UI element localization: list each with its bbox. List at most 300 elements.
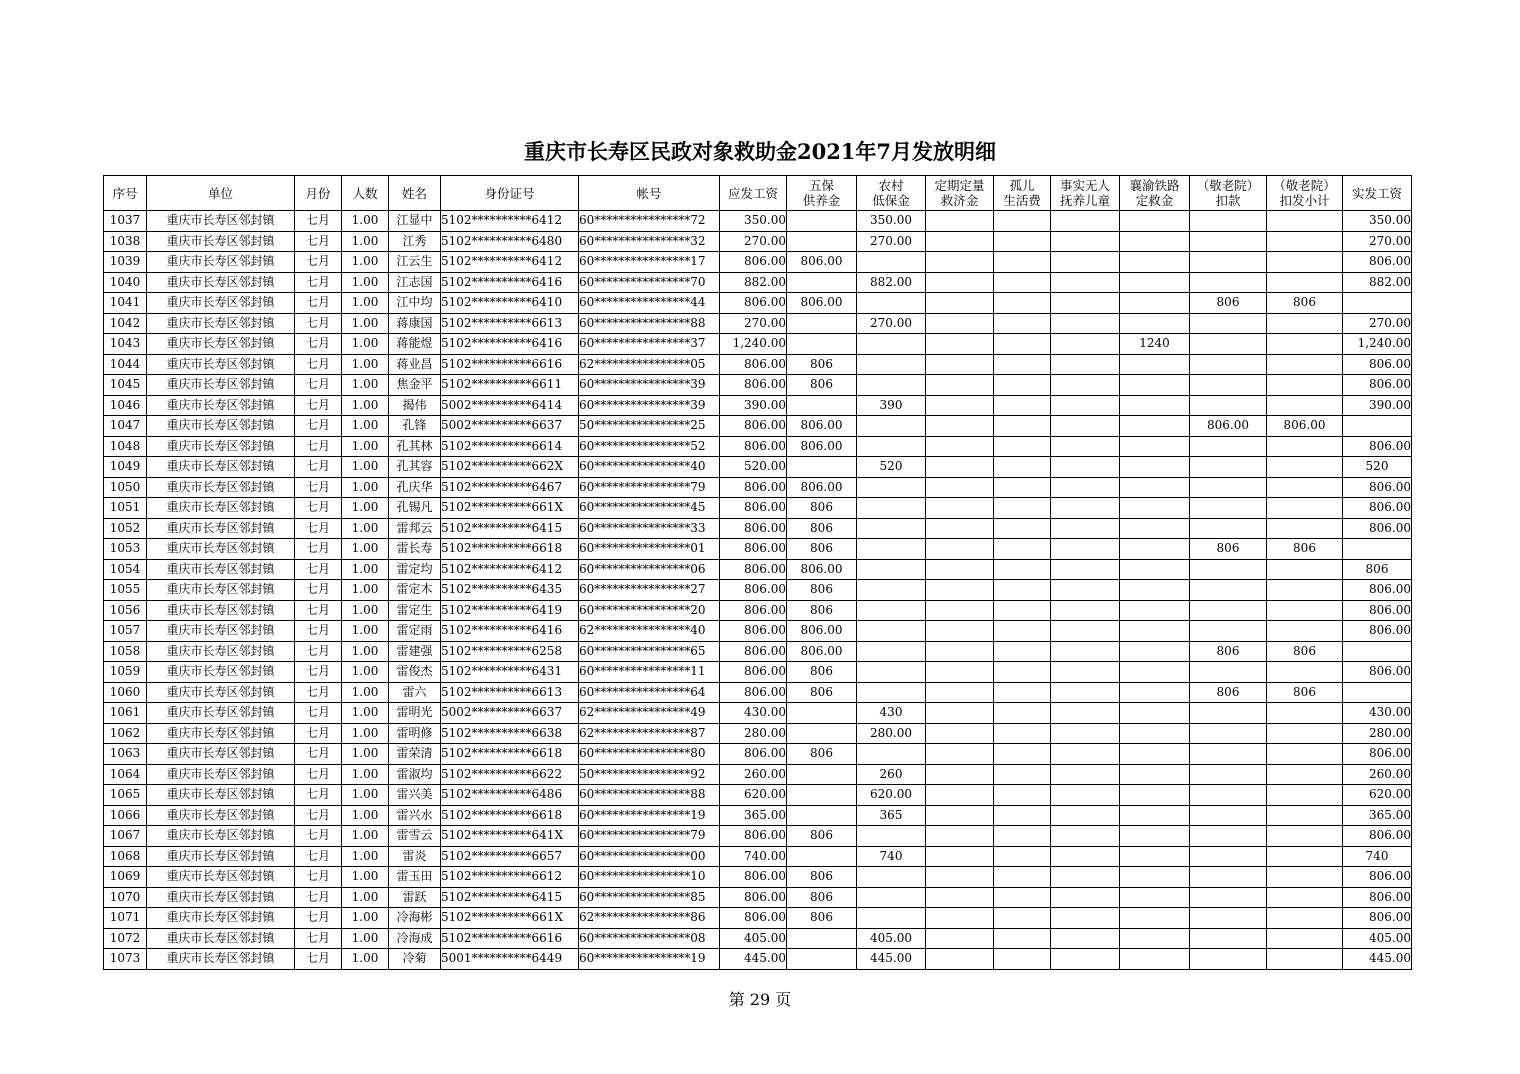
relief-payment-table <box>103 175 1412 970</box>
cell-due: 430.00 <box>720 703 787 724</box>
cell-jlykk <box>1190 498 1267 519</box>
table-row <box>104 272 1412 293</box>
cell-id: 5102**********6410 <box>441 293 579 314</box>
cell-paid: 740 <box>1343 846 1412 867</box>
cell-guer <box>994 826 1051 847</box>
cell-guer <box>994 785 1051 806</box>
cell-dibao: 882.00 <box>857 272 926 293</box>
table-row <box>104 805 1412 826</box>
cell-dibao: 445.00 <box>857 949 926 970</box>
cell-shishi <box>1051 887 1120 908</box>
cell-xiangyu <box>1120 785 1190 806</box>
cell-due: 806.00 <box>720 908 787 929</box>
cell-xiangyu <box>1120 744 1190 765</box>
cell-name: 蒋能煜 <box>389 334 441 355</box>
cell-id: 5102**********6416 <box>441 334 579 355</box>
cell-paid <box>1343 641 1412 662</box>
cell-month: 七月 <box>295 395 342 416</box>
cell-due: 806.00 <box>720 641 787 662</box>
cell-shishi <box>1051 477 1120 498</box>
cell-name: 蒋业昌 <box>389 354 441 375</box>
cell-month: 七月 <box>295 272 342 293</box>
cell-seq: 1043 <box>104 334 147 355</box>
cell-shishi <box>1051 662 1120 683</box>
cell-count: 1.00 <box>342 375 389 396</box>
cell-id: 5102**********6467 <box>441 477 579 498</box>
cell-month: 七月 <box>295 785 342 806</box>
cell-month: 七月 <box>295 826 342 847</box>
cell-unit: 重庆市长寿区邻封镇 <box>147 662 295 683</box>
cell-count: 1.00 <box>342 846 389 867</box>
cell-dibao <box>857 580 926 601</box>
column-header-wubao: 五保 供养金 <box>787 176 857 211</box>
cell-paid: 806.00 <box>1343 498 1412 519</box>
cell-jlykk: 806 <box>1190 682 1267 703</box>
cell-id: 5102**********6613 <box>441 313 579 334</box>
cell-unit: 重庆市长寿区邻封镇 <box>147 580 295 601</box>
cell-id: 5102**********6612 <box>441 867 579 888</box>
cell-wubao: 806 <box>787 580 857 601</box>
cell-wubao <box>787 457 857 478</box>
cell-jlyxj <box>1267 785 1343 806</box>
cell-dibao: 350.00 <box>857 211 926 232</box>
cell-dibao <box>857 600 926 621</box>
cell-name: 江中均 <box>389 293 441 314</box>
cell-wubao <box>787 334 857 355</box>
cell-paid <box>1343 416 1412 437</box>
cell-jlykk <box>1190 252 1267 273</box>
cell-wubao <box>787 231 857 252</box>
cell-shishi <box>1051 375 1120 396</box>
cell-month: 七月 <box>295 539 342 560</box>
cell-guer <box>994 539 1051 560</box>
cell-month: 七月 <box>295 723 342 744</box>
cell-dibao <box>857 621 926 642</box>
cell-unit: 重庆市长寿区邻封镇 <box>147 354 295 375</box>
cell-jlyxj: 806 <box>1267 539 1343 560</box>
cell-jlyxj <box>1267 764 1343 785</box>
cell-shishi <box>1051 949 1120 970</box>
cell-due: 520.00 <box>720 457 787 478</box>
cell-seq: 1063 <box>104 744 147 765</box>
cell-unit: 重庆市长寿区邻封镇 <box>147 498 295 519</box>
cell-acct: 60****************88 <box>579 785 720 806</box>
cell-count: 1.00 <box>342 457 389 478</box>
cell-name: 冷菊 <box>389 949 441 970</box>
cell-wubao: 806 <box>787 600 857 621</box>
cell-month: 七月 <box>295 457 342 478</box>
cell-wubao: 806.00 <box>787 477 857 498</box>
cell-count: 1.00 <box>342 682 389 703</box>
cell-shishi <box>1051 723 1120 744</box>
cell-name: 雷兴水 <box>389 805 441 826</box>
cell-dibao: 260 <box>857 764 926 785</box>
cell-jlyxj <box>1267 662 1343 683</box>
cell-count: 1.00 <box>342 211 389 232</box>
cell-acct: 50****************25 <box>579 416 720 437</box>
cell-count: 1.00 <box>342 334 389 355</box>
cell-month: 七月 <box>295 662 342 683</box>
cell-shishi <box>1051 908 1120 929</box>
cell-jlykk <box>1190 928 1267 949</box>
cell-paid: 806 <box>1343 559 1412 580</box>
cell-dingqi <box>926 252 994 273</box>
table-row <box>104 600 1412 621</box>
cell-seq: 1070 <box>104 887 147 908</box>
cell-guer <box>994 272 1051 293</box>
cell-xiangyu <box>1120 231 1190 252</box>
cell-shishi <box>1051 867 1120 888</box>
cell-jlyxj <box>1267 354 1343 375</box>
table-row <box>104 436 1412 457</box>
cell-name: 雷定均 <box>389 559 441 580</box>
cell-dingqi <box>926 785 994 806</box>
column-header-unit: 单位 <box>147 176 295 211</box>
cell-jlyxj <box>1267 703 1343 724</box>
cell-guer <box>994 375 1051 396</box>
cell-jlykk <box>1190 662 1267 683</box>
cell-month: 七月 <box>295 477 342 498</box>
cell-shishi <box>1051 313 1120 334</box>
cell-count: 1.00 <box>342 928 389 949</box>
cell-due: 806.00 <box>720 887 787 908</box>
cell-dibao <box>857 539 926 560</box>
cell-dibao <box>857 908 926 929</box>
cell-jlyxj <box>1267 211 1343 232</box>
cell-name: 江云生 <box>389 252 441 273</box>
cell-due: 806.00 <box>720 744 787 765</box>
cell-unit: 重庆市长寿区邻封镇 <box>147 477 295 498</box>
cell-jlykk <box>1190 457 1267 478</box>
cell-count: 1.00 <box>342 908 389 929</box>
cell-id: 5102**********6412 <box>441 559 579 580</box>
cell-acct: 60****************27 <box>579 580 720 601</box>
cell-acct: 60****************79 <box>579 477 720 498</box>
cell-count: 1.00 <box>342 662 389 683</box>
cell-jlyxj <box>1267 580 1343 601</box>
cell-paid: 260.00 <box>1343 764 1412 785</box>
table-row <box>104 744 1412 765</box>
cell-unit: 重庆市长寿区邻封镇 <box>147 785 295 806</box>
cell-id: 5102**********6616 <box>441 354 579 375</box>
cell-dibao: 365 <box>857 805 926 826</box>
cell-id: 5102**********6416 <box>441 621 579 642</box>
table-row <box>104 785 1412 806</box>
cell-month: 七月 <box>295 764 342 785</box>
cell-xiangyu <box>1120 518 1190 539</box>
cell-name: 雷建强 <box>389 641 441 662</box>
cell-unit: 重庆市长寿区邻封镇 <box>147 621 295 642</box>
cell-xiangyu <box>1120 580 1190 601</box>
cell-unit: 重庆市长寿区邻封镇 <box>147 334 295 355</box>
cell-unit: 重庆市长寿区邻封镇 <box>147 928 295 949</box>
cell-guer <box>994 887 1051 908</box>
cell-paid: 806.00 <box>1343 621 1412 642</box>
cell-dibao <box>857 477 926 498</box>
cell-name: 冷海彬 <box>389 908 441 929</box>
cell-id: 5102**********6435 <box>441 580 579 601</box>
table-body <box>104 211 1412 970</box>
cell-jlykk <box>1190 826 1267 847</box>
cell-guer <box>994 723 1051 744</box>
table-row <box>104 416 1412 437</box>
cell-month: 七月 <box>295 559 342 580</box>
cell-seq: 1054 <box>104 559 147 580</box>
cell-dibao: 270.00 <box>857 313 926 334</box>
cell-id: 5102**********6419 <box>441 600 579 621</box>
cell-seq: 1072 <box>104 928 147 949</box>
cell-unit: 重庆市长寿区邻封镇 <box>147 211 295 232</box>
cell-wubao: 806 <box>787 826 857 847</box>
cell-jlyxj: 806 <box>1267 293 1343 314</box>
cell-seq: 1071 <box>104 908 147 929</box>
cell-guer <box>994 580 1051 601</box>
cell-acct: 60****************85 <box>579 887 720 908</box>
cell-due: 350.00 <box>720 211 787 232</box>
cell-count: 1.00 <box>342 559 389 580</box>
cell-wubao <box>787 395 857 416</box>
cell-unit: 重庆市长寿区邻封镇 <box>147 231 295 252</box>
cell-count: 1.00 <box>342 313 389 334</box>
cell-guer <box>994 477 1051 498</box>
cell-id: 5102**********6613 <box>441 682 579 703</box>
cell-dingqi <box>926 887 994 908</box>
cell-unit: 重庆市长寿区邻封镇 <box>147 559 295 580</box>
cell-seq: 1060 <box>104 682 147 703</box>
cell-unit: 重庆市长寿区邻封镇 <box>147 744 295 765</box>
cell-seq: 1062 <box>104 723 147 744</box>
cell-unit: 重庆市长寿区邻封镇 <box>147 293 295 314</box>
cell-dibao <box>857 662 926 683</box>
cell-jlyxj <box>1267 477 1343 498</box>
cell-guer <box>994 231 1051 252</box>
cell-jlykk <box>1190 559 1267 580</box>
cell-unit: 重庆市长寿区邻封镇 <box>147 436 295 457</box>
cell-name: 孔其容 <box>389 457 441 478</box>
cell-dibao: 740 <box>857 846 926 867</box>
cell-paid: 806.00 <box>1343 375 1412 396</box>
cell-dingqi <box>926 723 994 744</box>
cell-due: 806.00 <box>720 498 787 519</box>
cell-guer <box>994 313 1051 334</box>
cell-guer <box>994 457 1051 478</box>
cell-guer <box>994 334 1051 355</box>
cell-dingqi <box>926 293 994 314</box>
cell-xiangyu <box>1120 498 1190 519</box>
cell-acct: 60****************06 <box>579 559 720 580</box>
cell-dingqi <box>926 539 994 560</box>
cell-name: 冷海成 <box>389 928 441 949</box>
cell-id: 5102**********6486 <box>441 785 579 806</box>
cell-due: 806.00 <box>720 539 787 560</box>
cell-acct: 60****************37 <box>579 334 720 355</box>
cell-xiangyu <box>1120 949 1190 970</box>
cell-dibao: 430 <box>857 703 926 724</box>
cell-jlyxj: 806.00 <box>1267 416 1343 437</box>
cell-jlykk <box>1190 600 1267 621</box>
cell-paid: 365.00 <box>1343 805 1412 826</box>
cell-xiangyu <box>1120 908 1190 929</box>
cell-xiangyu <box>1120 436 1190 457</box>
cell-month: 七月 <box>295 416 342 437</box>
cell-count: 1.00 <box>342 272 389 293</box>
cell-jlykk <box>1190 887 1267 908</box>
cell-xiangyu <box>1120 539 1190 560</box>
cell-paid: 806.00 <box>1343 354 1412 375</box>
cell-jlykk <box>1190 436 1267 457</box>
cell-id: 5102**********6657 <box>441 846 579 867</box>
cell-paid: 270.00 <box>1343 313 1412 334</box>
cell-dibao <box>857 436 926 457</box>
cell-guer <box>994 928 1051 949</box>
cell-jlyxj <box>1267 723 1343 744</box>
table-row <box>104 641 1412 662</box>
cell-wubao: 806 <box>787 354 857 375</box>
cell-jlykk <box>1190 477 1267 498</box>
cell-shishi <box>1051 682 1120 703</box>
cell-shishi <box>1051 272 1120 293</box>
cell-jlykk: 806 <box>1190 641 1267 662</box>
cell-month: 七月 <box>295 805 342 826</box>
cell-count: 1.00 <box>342 785 389 806</box>
cell-due: 806.00 <box>720 252 787 273</box>
column-header-dibao: 农村 低保金 <box>857 176 926 211</box>
cell-count: 1.00 <box>342 498 389 519</box>
cell-jlykk <box>1190 354 1267 375</box>
table-row <box>104 662 1412 683</box>
cell-wubao <box>787 949 857 970</box>
cell-shishi <box>1051 805 1120 826</box>
cell-due: 1,240.00 <box>720 334 787 355</box>
cell-count: 1.00 <box>342 539 389 560</box>
column-header-xiangyu: 襄渝铁路 定救金 <box>1120 176 1190 211</box>
cell-shishi <box>1051 846 1120 867</box>
cell-paid <box>1343 539 1412 560</box>
cell-jlykk <box>1190 703 1267 724</box>
cell-month: 七月 <box>295 949 342 970</box>
cell-due: 806.00 <box>720 354 787 375</box>
cell-id: 5102**********6622 <box>441 764 579 785</box>
cell-shishi <box>1051 785 1120 806</box>
cell-wubao <box>787 928 857 949</box>
cell-dingqi <box>926 477 994 498</box>
cell-unit: 重庆市长寿区邻封镇 <box>147 764 295 785</box>
cell-id: 5102**********661X <box>441 908 579 929</box>
cell-month: 七月 <box>295 231 342 252</box>
cell-due: 806.00 <box>720 826 787 847</box>
cell-wubao: 806.00 <box>787 559 857 580</box>
cell-wubao: 806 <box>787 908 857 929</box>
cell-seq: 1051 <box>104 498 147 519</box>
cell-dingqi <box>926 518 994 539</box>
cell-dingqi <box>926 662 994 683</box>
cell-jlykk <box>1190 334 1267 355</box>
cell-shishi <box>1051 826 1120 847</box>
cell-name: 雷俊杰 <box>389 662 441 683</box>
cell-month: 七月 <box>295 211 342 232</box>
cell-count: 1.00 <box>342 723 389 744</box>
cell-paid: 806.00 <box>1343 580 1412 601</box>
cell-wubao: 806 <box>787 539 857 560</box>
cell-xiangyu <box>1120 457 1190 478</box>
cell-name: 孔锡凡 <box>389 498 441 519</box>
cell-jlykk <box>1190 744 1267 765</box>
cell-shishi <box>1051 539 1120 560</box>
cell-name: 孔锋 <box>389 416 441 437</box>
cell-dibao <box>857 293 926 314</box>
cell-jlyxj <box>1267 375 1343 396</box>
cell-dibao <box>857 867 926 888</box>
cell-name: 雷兴美 <box>389 785 441 806</box>
cell-wubao: 806.00 <box>787 641 857 662</box>
cell-wubao <box>787 211 857 232</box>
cell-seq: 1038 <box>104 231 147 252</box>
cell-unit: 重庆市长寿区邻封镇 <box>147 518 295 539</box>
cell-paid: 806.00 <box>1343 867 1412 888</box>
cell-unit: 重庆市长寿区邻封镇 <box>147 805 295 826</box>
cell-dibao <box>857 887 926 908</box>
cell-due: 806.00 <box>720 518 787 539</box>
cell-id: 5102**********6618 <box>441 539 579 560</box>
cell-count: 1.00 <box>342 518 389 539</box>
table-row <box>104 293 1412 314</box>
cell-jlykk <box>1190 867 1267 888</box>
cell-dibao: 405.00 <box>857 928 926 949</box>
table-row <box>104 682 1412 703</box>
cell-shishi <box>1051 231 1120 252</box>
table-row <box>104 498 1412 519</box>
cell-unit: 重庆市长寿区邻封镇 <box>147 313 295 334</box>
cell-paid: 806.00 <box>1343 600 1412 621</box>
cell-paid: 806.00 <box>1343 518 1412 539</box>
cell-jlykk: 806 <box>1190 539 1267 560</box>
cell-id: 5102**********661X <box>441 498 579 519</box>
cell-guer <box>994 682 1051 703</box>
cell-xiangyu <box>1120 662 1190 683</box>
cell-guer <box>994 395 1051 416</box>
cell-id: 5102**********6258 <box>441 641 579 662</box>
cell-xiangyu <box>1120 395 1190 416</box>
cell-xiangyu <box>1120 293 1190 314</box>
cell-seq: 1047 <box>104 416 147 437</box>
cell-xiangyu <box>1120 764 1190 785</box>
cell-name: 雷六 <box>389 682 441 703</box>
cell-name: 江秀 <box>389 231 441 252</box>
cell-seq: 1039 <box>104 252 147 273</box>
cell-xiangyu <box>1120 641 1190 662</box>
cell-month: 七月 <box>295 580 342 601</box>
cell-due: 882.00 <box>720 272 787 293</box>
cell-xiangyu <box>1120 928 1190 949</box>
cell-wubao <box>787 703 857 724</box>
cell-name: 雷邦云 <box>389 518 441 539</box>
cell-wubao <box>787 785 857 806</box>
cell-jlykk: 806 <box>1190 293 1267 314</box>
cell-id: 5102**********6616 <box>441 928 579 949</box>
cell-month: 七月 <box>295 375 342 396</box>
table-row <box>104 395 1412 416</box>
cell-month: 七月 <box>295 313 342 334</box>
cell-guer <box>994 744 1051 765</box>
cell-due: 806.00 <box>720 621 787 642</box>
cell-name: 雷跃 <box>389 887 441 908</box>
cell-due: 806.00 <box>720 375 787 396</box>
cell-acct: 60****************44 <box>579 293 720 314</box>
cell-guer <box>994 867 1051 888</box>
cell-id: 5102**********662X <box>441 457 579 478</box>
cell-unit: 重庆市长寿区邻封镇 <box>147 949 295 970</box>
cell-dibao <box>857 498 926 519</box>
